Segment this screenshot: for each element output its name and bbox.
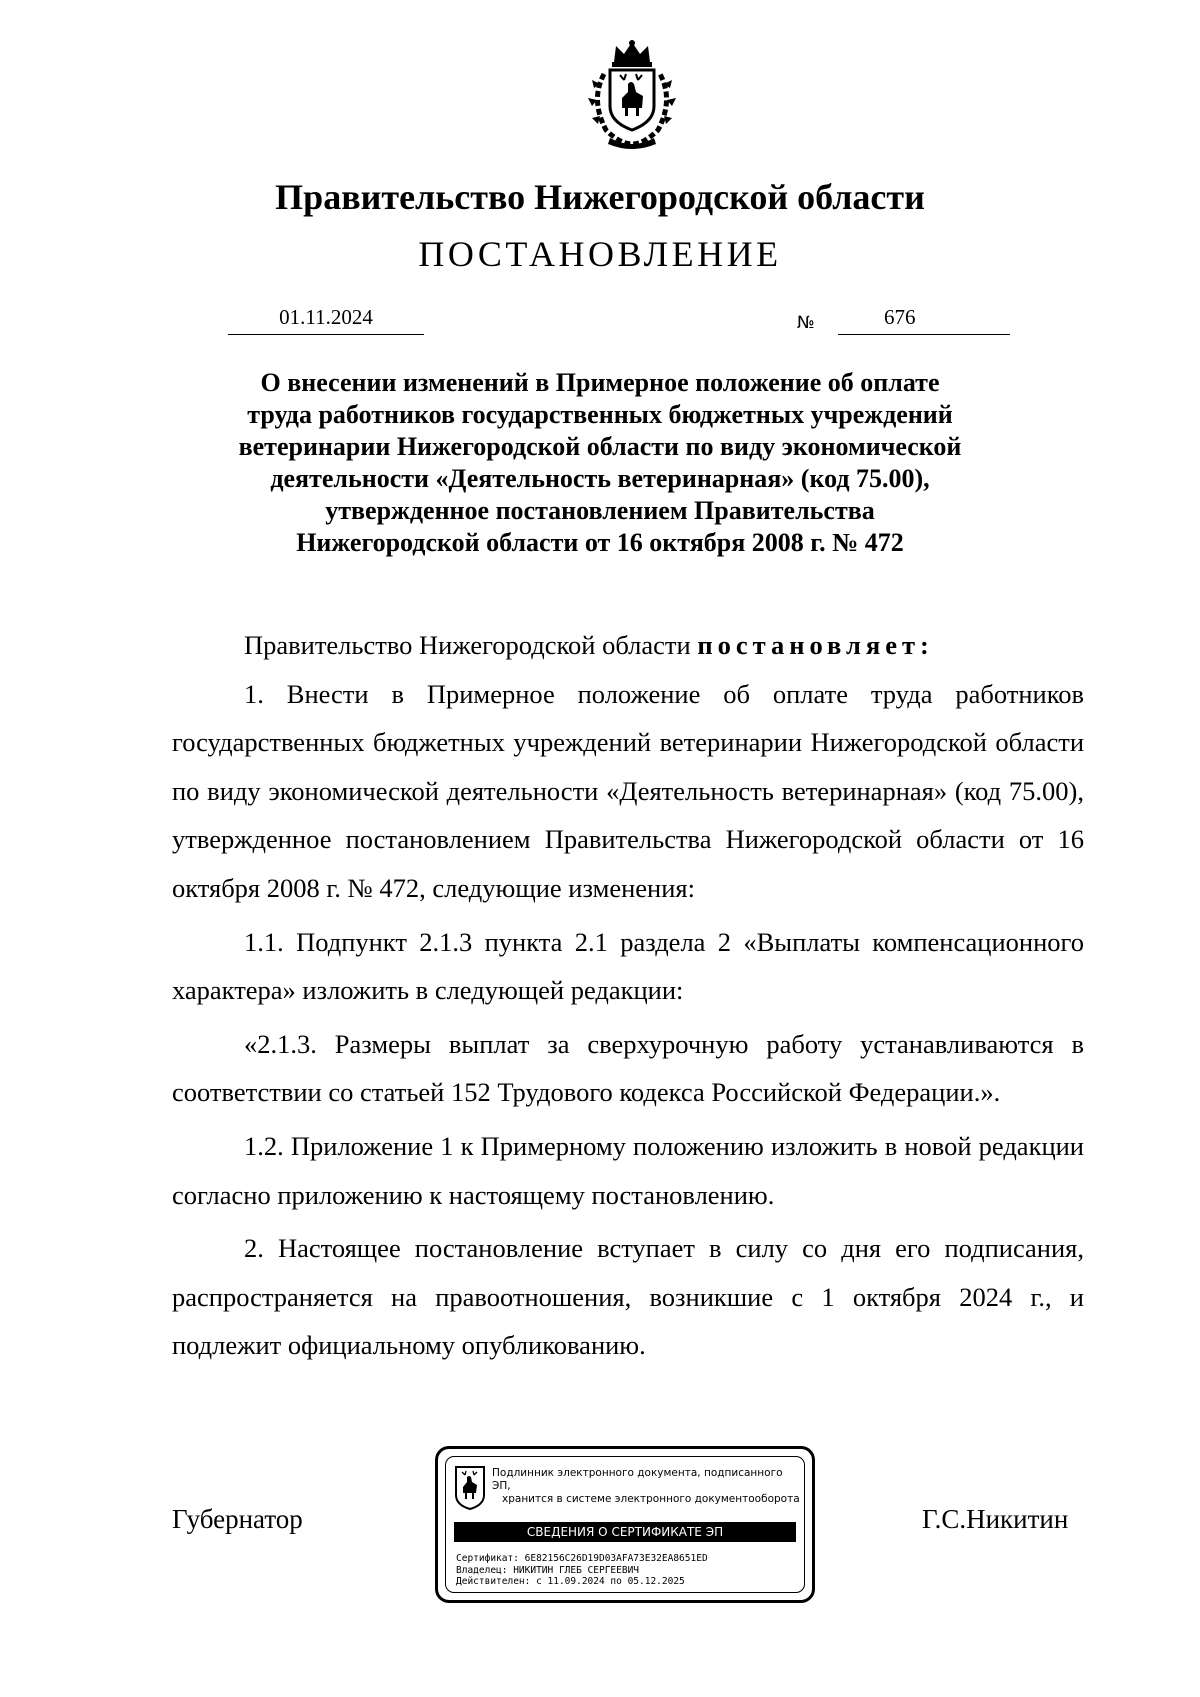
document-title — [150, 367, 1050, 559]
document-body — [172, 621, 1084, 1370]
intro-keyword: постановляет: — [697, 630, 934, 660]
title-line: труда работников государственных бюджетных учреждений — [247, 400, 953, 429]
title-line: деятельности «Деятельность ветеринарная» (код 75.00), — [270, 464, 930, 493]
body-paragraph: 1.2. Приложение 1 к Примерному положению изложить в новой редакции согласно приложению к настоящему постановлению. — [172, 1130, 1084, 1210]
coat-of-arms-emblem — [580, 40, 684, 150]
intro-text: Правительство Нижегородской области — [244, 630, 698, 660]
certificate-validity: Действителен: с 11.09.2024 по 05.12.2025 — [456, 1576, 685, 1587]
body-paragraph: «2.1.3. Размеры выплат за сверхурочную работу устанавливаются в соответствии со статьей 152 Трудового кодекса Российской Федерации.». — [172, 1028, 1084, 1108]
stamp-certificate-details — [456, 1553, 796, 1588]
certificate-id: Сертификат: 6E82156C26D19D03AFA73E32EA8651ED — [456, 1553, 708, 1564]
intro-paragraph — [172, 621, 1084, 670]
signatory-name: Г.С.Никитин — [922, 1504, 1069, 1534]
number-sign: № — [797, 313, 815, 333]
title-line: О внесении изменений в Примерное положение об оплате — [260, 368, 940, 397]
stamp-certificate-banner: СВЕДЕНИЯ О СЕРТИФИКАТЕ ЭП — [454, 1522, 796, 1542]
document-date: 01.11.2024 — [279, 305, 373, 329]
electronic-signature-stamp — [435, 1446, 815, 1603]
stamp-line: хранится в системе электронного документооборота — [502, 1493, 800, 1505]
document-number-field — [838, 304, 1010, 335]
document-type: ПОСТАНОВЛЕНИЕ — [418, 234, 782, 274]
document-number: 676 — [884, 305, 916, 329]
organization-name: Правительство Нижегородской области — [275, 177, 925, 217]
title-line: ветеринарии Нижегородской области по виду экономической — [238, 432, 962, 461]
stamp-inner-frame — [445, 1456, 805, 1593]
stamp-line: Подлинник электронного документа, подписанного ЭП, — [492, 1467, 783, 1492]
body-paragraph: 1. Внести в Примерное положение об оплате труда работников государственных бюджетных учреждений ветеринарии Нижегородской области по виду экономической деятельности «Деятельность ветеринарная» (код 75.00), утвержденное постановлением Правительства Нижегородской области от 16 октября 2008 г. № 472, следующие изменения: — [172, 678, 1084, 903]
title-line: утвержденное постановлением Правительства — [325, 496, 875, 525]
signatory-position: Губернатор — [172, 1504, 303, 1534]
stamp-header — [492, 1467, 802, 1506]
body-paragraph: 1.1. Подпункт 2.1.3 пункта 2.1 раздела 2 «Выплаты компенсационного характера» изложить в следующей редакции: — [172, 926, 1084, 1006]
certificate-owner: Владелец: НИКИТИН ГЛЕБ СЕРГЕЕВИЧ — [456, 1564, 640, 1576]
document-date-field — [228, 304, 424, 335]
title-line: Нижегородской области от 16 октября 2008 г. № 472 — [296, 528, 904, 557]
body-paragraph: 2. Настоящее постановление вступает в силу со дня его подписания, распространяется на правоотношения, возникшие с 1 октября 2024 г., и подлежит официальному опубликованию. — [172, 1233, 1084, 1361]
deer-emblem-icon — [454, 1465, 486, 1511]
